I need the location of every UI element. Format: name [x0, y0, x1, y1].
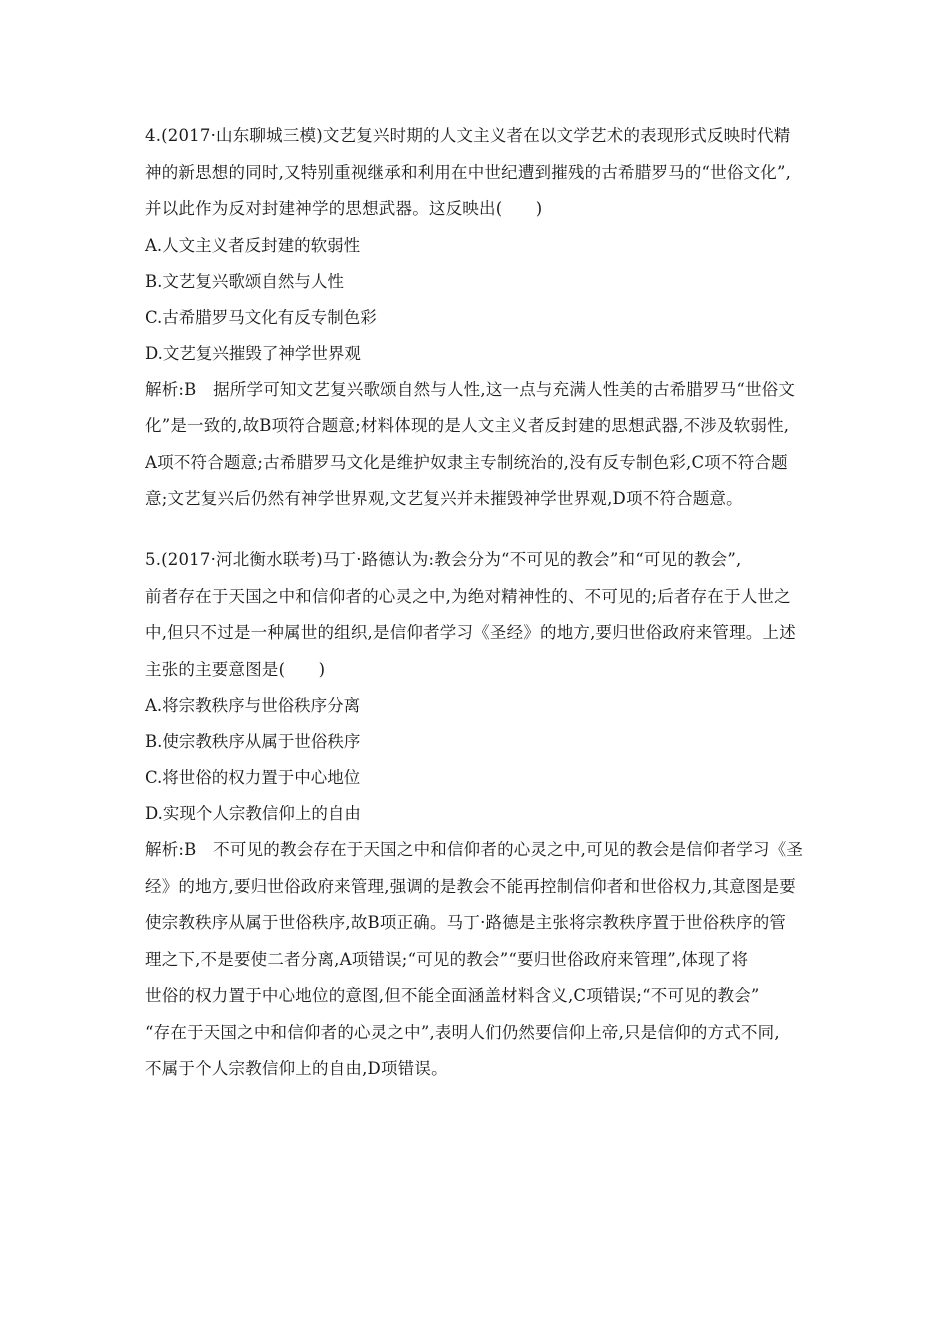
analysis-line: 解析:B 不可见的教会存在于天国之中和信仰者的心灵之中,可见的教会是信仰者学习《圣 [145, 840, 804, 859]
analysis-line: 解析:B 据所学可知文艺复兴歌颂自然与人性,这一点与充满人性美的古希腊罗马“世俗文 [145, 379, 796, 399]
option-a: A.将宗教秩序与世俗秩序分离 [145, 696, 361, 715]
analysis-line: 经》的地方,要归世俗政府来管理,强调的是教会不能再控制信仰者和世俗权力,其意图是要 [145, 876, 796, 896]
analysis-line: “存在于天国之中和信仰者的心灵之中”,表明人们仍然要信仰上帝,只是信仰的方式不同, [145, 1022, 780, 1042]
analysis-line: 理之下,不是要使二者分离,A项错误;“可见的教会”“要归世俗政府来管理”,体现了将 [145, 949, 749, 969]
analysis-line: A项不符合题意;古希腊罗马文化是维护奴隶主专制统治的,没有反专制色彩,C项不符合题 [145, 452, 788, 472]
option-d: D.实现个人宗教信仰上的自由 [145, 804, 361, 823]
analysis-line: 使宗教秩序从属于世俗秩序,故B项正确。马丁·路德是主张将宗教秩序置于世俗秩序的管 [145, 913, 787, 932]
question-5 [145, 542, 815, 1088]
stem-line: 4.(2017·山东聊城三模)文艺复兴时期的人文主义者在以文学艺术的表现形式反映时代精 [145, 126, 791, 145]
question-4-analysis [145, 372, 815, 518]
stem-line: 5.(2017·河北衡水联考)马丁·路德认为:教会分为“不可见的教会”和“可见的教会”, [145, 550, 742, 569]
question-4 [145, 118, 815, 518]
question-5-options [145, 688, 815, 832]
option-c: C.将世俗的权力置于中心地位 [145, 768, 361, 787]
analysis-line: 不属于个人宗教信仰上的自由,D项错误。 [145, 1059, 448, 1078]
analysis-line: 意;文艺复兴后仍然有神学世界观,文艺复兴并未摧毁神学世界观,D项不符合题意。 [145, 489, 743, 508]
stem-line: 前者存在于天国之中和信仰者的心灵之中,为绝对精神性的、不可见的;后者存在于人世之 [145, 586, 791, 606]
option-a: A.人文主义者反封建的软弱性 [145, 235, 361, 255]
analysis-line: 化”是一致的,故B项符合题意;材料体现的是人文主义者反封建的思想武器,不涉及软弱性, [145, 416, 790, 435]
stem-line: 神的新思想的同时,又特别重视继承和利用在中世纪遭到摧残的古希腊罗马的“世俗文化”, [145, 162, 792, 182]
stem-line: 主张的主要意图是( ) [145, 659, 326, 679]
option-b: B.文艺复兴歌颂自然与人性 [145, 271, 344, 291]
question-4-stem [145, 118, 815, 228]
stem-line: 中,但只不过是一种属世的组织,是信仰者学习《圣经》的地方,要归世俗政府来管理。上述 [145, 623, 796, 642]
question-5-stem [145, 542, 815, 688]
question-4-options [145, 228, 815, 372]
analysis-line: 世俗的权力置于中心地位的意图,但不能全面涵盖材料含义,C项错误;“不可见的教会” [145, 986, 760, 1005]
option-d: D.文艺复兴摧毁了神学世界观 [145, 343, 361, 363]
option-b: B.使宗教秩序从属于世俗秩序 [145, 732, 361, 751]
stem-line: 并以此作为反对封建神学的思想武器。这反映出( ) [145, 199, 543, 218]
question-5-analysis [145, 832, 815, 1088]
option-c: C.古希腊罗马文化有反专制色彩 [145, 307, 377, 327]
